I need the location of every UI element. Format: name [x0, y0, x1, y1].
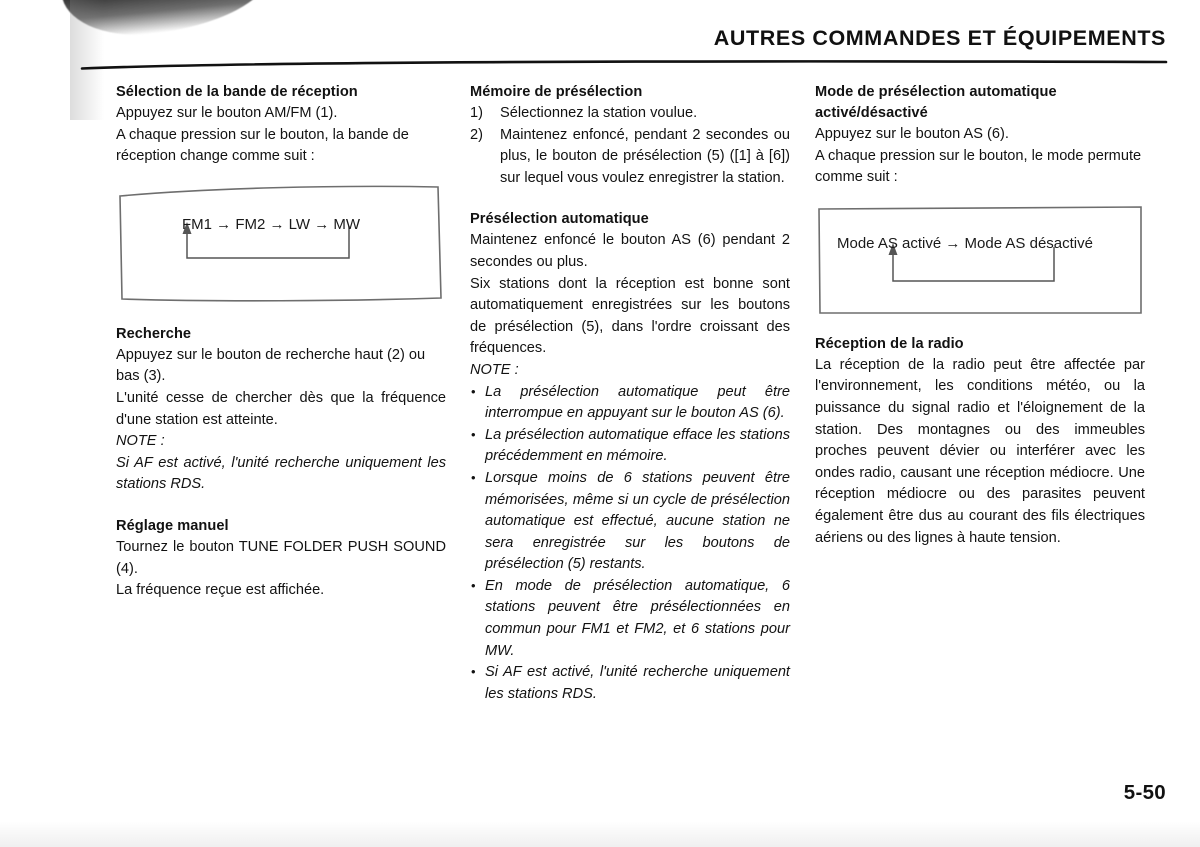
numbered-list [470, 103, 790, 189]
paragraph: La réception de la radio peut être affectée par l'environnement, les conditions météo, ou la puissance du signal radio et l'éloignement de la station. Des montagnes ou des immeubles proches peuvent dévier ou interférer avec les ondes radio, causant une réception médiocre. Une réception médiocre ou des parasites peuvent également être dus au courant des fils électriques aériens ou des lignes à haute tension. [815, 356, 1145, 546]
as-mode-cycle-box [815, 203, 1145, 317]
section-reception-radio [815, 334, 1145, 549]
list-item [470, 576, 790, 662]
column-1 [116, 82, 446, 602]
scan-bottom-shadow [0, 821, 1200, 847]
as-mode-cycle-label: Mode AS activé → Mode AS désactivé [837, 234, 1093, 252]
list-item-text: Si AF est activé, l'unité recherche uniquement les stations RDS. [485, 664, 790, 702]
as-mode-cycle-diagram [815, 203, 1145, 317]
note-label: NOTE : [116, 433, 165, 450]
note-bullet-list [470, 382, 790, 706]
paragraph: La fréquence reçue est affichée. [116, 582, 325, 599]
section-selection-bande [116, 82, 446, 304]
section-preselection-automatique [470, 209, 790, 705]
section-title: Sélection de la bande de réception [116, 84, 358, 100]
list-item [470, 662, 790, 705]
section-title: Mémoire de présélection [470, 84, 643, 100]
page-title: AUTRES COMMANDES ET ÉQUIPEMENTS [713, 26, 1166, 50]
section-title-line2: activé/désactivé [815, 105, 928, 121]
page-number: 5-50 [1123, 781, 1166, 804]
list-item [470, 103, 790, 125]
list-item-text: La présélection automatique efface les stations précédemment en mémoire. [485, 426, 790, 465]
note-label: NOTE : [470, 361, 519, 378]
note-text: Si AF est activé, l'unité recherche uniquement les stations RDS. [116, 454, 446, 493]
paragraph: Tournez le bouton TUNE FOLDER PUSH SOUND (4). [116, 538, 446, 577]
list-item [470, 468, 790, 576]
section-title: Présélection automatique [470, 211, 649, 228]
list-item-text: Lorsque moins de 6 stations peuvent être mémorisées, même si un cycle de présélection automatique est effectué, aucune station ne sera enregistrée sur les boutons de présélection (5) restants. [485, 469, 790, 573]
section-title: Recherche [116, 325, 192, 342]
list-item [470, 425, 790, 468]
bullet-icon: • [471, 469, 476, 485]
paragraph: L'unité cesse de chercher dès que la fréquence d'une station est atteinte. [116, 389, 446, 428]
section-title: Mode de présélection automatique [815, 84, 1057, 100]
bullet-icon: • [471, 577, 476, 593]
bullet-icon: • [471, 383, 476, 399]
band-cycle-label: FM1 → FM2 → LW → MW [182, 215, 361, 233]
paragraph: Six stations dont la réception est bonne sont automatiquement enregistrées sur les boutons de présélection (5), dans l'ordre croissant des fréquences. [470, 275, 790, 357]
paragraph: Appuyez sur le bouton de recherche haut (2) ou bas (3). [116, 346, 426, 385]
band-cycle-diagram [116, 182, 446, 304]
list-item-number: 1) [470, 105, 483, 121]
list-item-text: Sélectionnez la station voulue. [500, 105, 698, 121]
band-cycle-box [116, 182, 446, 304]
bullet-icon: • [471, 664, 476, 680]
section-title: Réception de la radio [815, 335, 964, 352]
column-2 [470, 82, 790, 705]
section-reglage-manuel [116, 516, 446, 602]
paragraph: A chaque pression sur le bouton, la bande de réception change comme suit : [116, 126, 409, 165]
paragraph: Appuyez sur le bouton AM/FM (1). [116, 105, 338, 121]
section-recherche [116, 324, 446, 496]
section-mode-as [815, 82, 1145, 317]
paragraph: Appuyez sur le bouton AS (6). [815, 126, 1009, 142]
column-3 [815, 82, 1145, 549]
header-rule [80, 60, 1166, 70]
list-item-text: La présélection automatique peut être interrompue en appuyant sur le bouton AS (6). [485, 383, 790, 422]
list-item-text: Maintenez enfoncé, pendant 2 secondes ou plus, le bouton de présélection (5) ([1] à [6]) sur lequel vous voulez enregistrer la station. [500, 126, 790, 186]
list-item-number: 2) [470, 126, 483, 143]
list-item [470, 382, 790, 425]
list-item [470, 125, 790, 190]
section-title: Réglage manuel [116, 517, 229, 534]
list-item-text: En mode de présélection automatique, 6 stations peuvent être présélectionnées en commun pour FM1 et FM2, et 6 stations pour MW. [485, 577, 790, 659]
paragraph: Maintenez enfoncé le bouton AS (6) pendant 2 secondes ou plus. [470, 232, 790, 270]
bullet-icon: • [471, 426, 476, 442]
paragraph: A chaque pression sur le bouton, le mode permute comme suit : [815, 147, 1142, 186]
page-header [80, 26, 1166, 70]
section-memoire-preselection [470, 82, 790, 189]
